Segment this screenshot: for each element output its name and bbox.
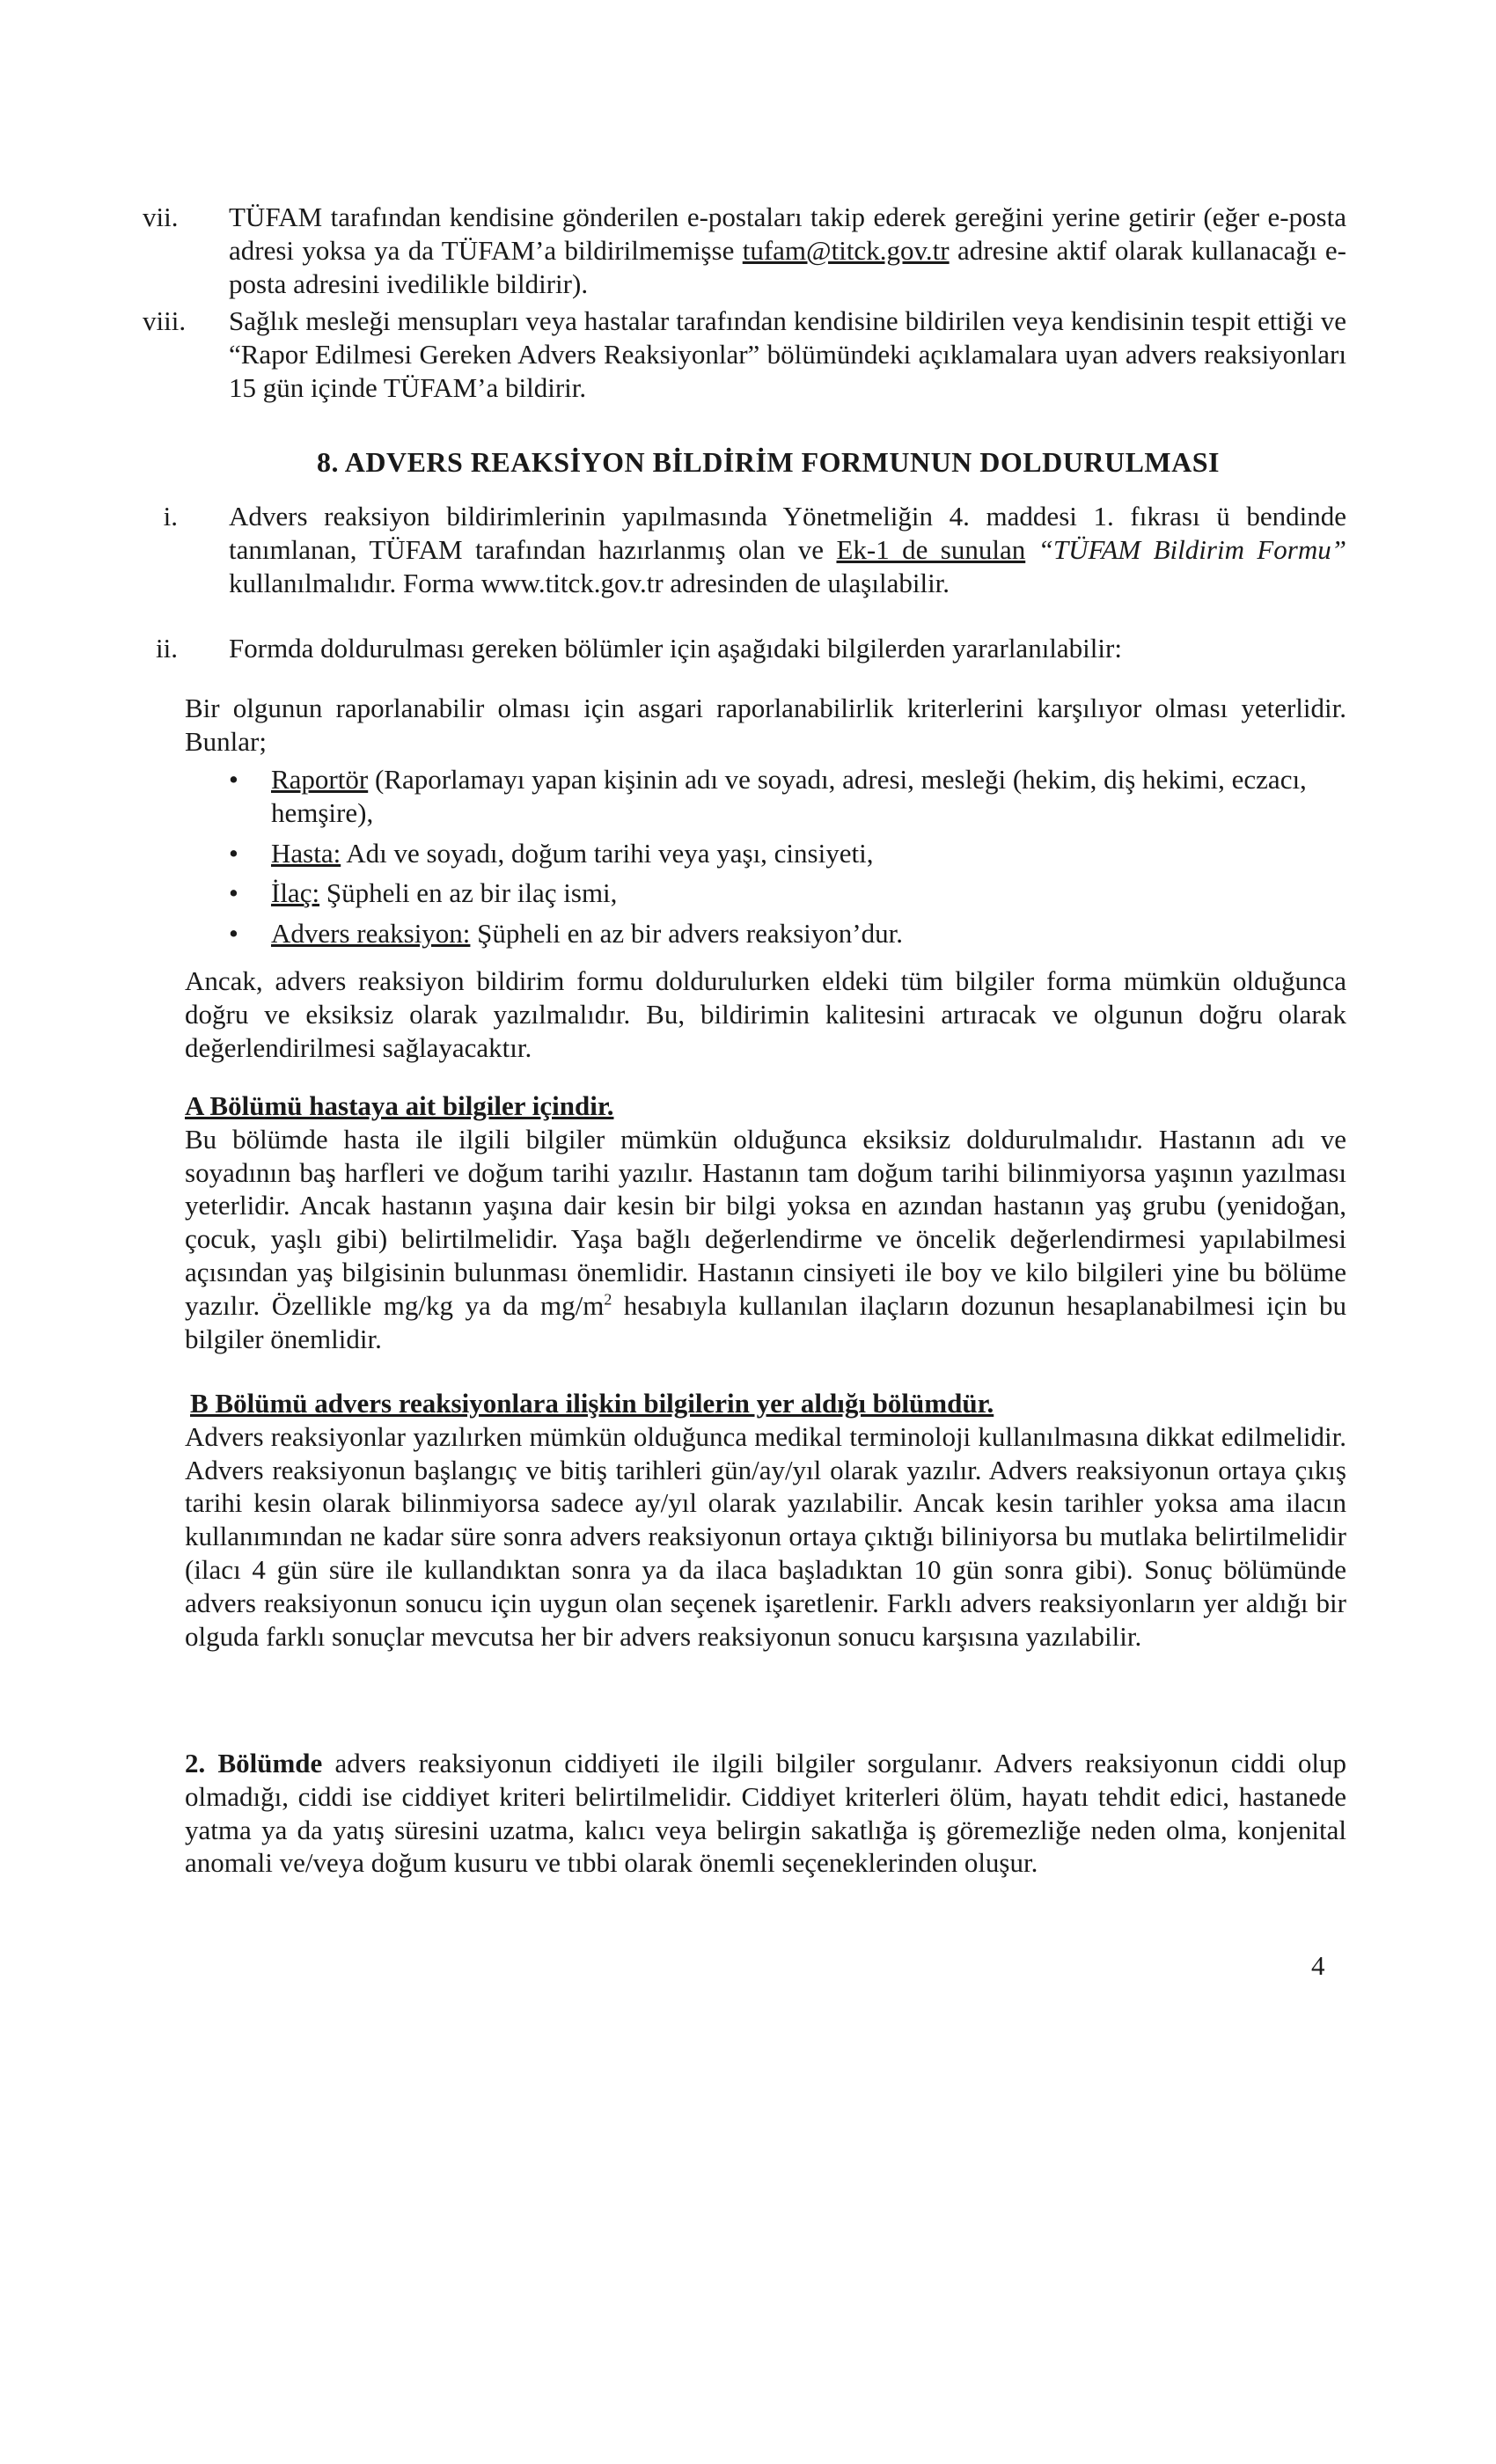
list-text: TÜFAM tarafından kendisine gönderilen e-postaları takip ederek gereğini yerine getirir (eğer e-posta adresi yoksa ya da TÜFAM’a bildirilmemişse tufam@titck.gov.tr adresine aktif olarak kullanacağı e-posta adresini ivedilikle bildirir). <box>229 202 1346 299</box>
list-item: • Raportör (Raporlamayı yapan kişinin adı ve soyadı, adresi, mesleği (hekim, diş hekimi, eczacı, hemşire), <box>229 763 1346 830</box>
list-number: vii. <box>143 202 179 232</box>
criteria-intro: Bir olgunun raporlanabilir olması için asgari raporlanabilirlik kriterlerini karşılıyor olması yeterlidir. Bunlar; <box>185 693 1346 757</box>
section-a <box>185 1089 1346 1356</box>
page-number: 4 <box>1311 1950 1325 1981</box>
list-item-i <box>163 500 1346 599</box>
list-number: i. <box>163 501 178 532</box>
section-2-text: advers reaksiyonun ciddiyeti ile ilgili bilgiler sorgulanır. Advers reaksiyonun ciddi olup olmadığı, ciddi ise ciddiyet kriteri belirtilmelidir. Ciddiyet kriterleri ölüm, hayatı tehdit edici, hastanede yatma ya da yatış süresini uzatma, kalıcı veya belirgin sakatlığa iş göremezliğe neden olma, konjenital anomali ve/veya doğum kusuru ve tıbbi olarak önemli seçeneklerinden oluşur. <box>185 1748 1346 1879</box>
list-item-vii <box>143 201 1346 300</box>
ancak-paragraph: Ancak, advers reaksiyon bildirim formu doldurulurken eldeki tüm bilgiler forma mümkün olduğunca doğru ve eksiksiz olarak yazılmalıdır. Bu, bildirimin kalitesini artıracak ve olgunun doğru olarak değerlendirilmesi sağlayacaktır. <box>185 965 1346 1063</box>
section-b <box>185 1387 1346 1654</box>
list-item: • Advers reaksiyon: Şüpheli en az bir advers reaksiyon’dur. <box>229 917 1346 950</box>
list-text: Advers reaksiyon bildirimlerinin yapılmasında Yönetmeliğin 4. maddesi 1. fıkrası ü bendinde tanımlanan, TÜFAM tarafından hazırlanmış olan ve Ek-1 de sunulan “TÜFAM Bildirim Formu” kullanılmalıdır. Forma www.titck.gov.tr adresinden de ulaşılabilir. <box>229 501 1346 598</box>
section-a-heading: A Bölümü hastaya ait bilgiler içindir. <box>185 1090 614 1121</box>
form-name: “TÜFAM Bildirim Formu” <box>1038 533 1346 565</box>
section-b-heading: B Bölümü advers reaksiyonlara ilişkin bilgilerin yer aldığı bölümdür. <box>190 1388 994 1419</box>
list-item: • Hasta: Adı ve soyadı, doğum tarihi veya yaşı, cinsiyeti, <box>229 837 1346 870</box>
section-b-text: Advers reaksiyonlar yazılırken mümkün olduğunca medikal terminoloji kullanılmasına dikkat edilmelidir. Advers reaksiyonun başlangıç ve bitiş tarihleri gün/ay/yıl olarak yazılır. Advers reaksiyonun ortaya çıkış tarihi kesin olarak bilinmiyorsa sadece ay/yıl olarak yazılabilir. Ancak kesin tarihler yoksa ama ilacın kullanımından ne kadar süre sonra advers reaksiyonun ortaya çıktığı biliniyorsa bu mutlaka belirtilmelidir (ilacı 4 gün süre ile kullandıktan sonra ya da ilaca başladıktan 10 gün sonra gibi). Sonuç bölümünde advers reaksiyonun sonucu için uygun olan seçenek işaretlenir. Farklı advers reaksiyonların yer aldığı bir olguda farklı sonuçlar mevcutsa her bir advers reaksiyonun sonucu karşısına yazılabilir. <box>185 1420 1346 1652</box>
section-2 <box>185 1747 1346 1880</box>
list-text: Formda doldurulması gereken bölümler için aşağıdaki bilgilerden yararlanılabilir: <box>229 633 1122 664</box>
criteria-list <box>229 763 1346 957</box>
section-title: 8. ADVERS REAKSİYON BİLDİRİM FORMUNUN DOLDURULMASI <box>317 446 1220 478</box>
section-a-text: Bu bölümde hasta ile ilgili bilgiler mümkün olduğunca eksiksiz doldurulmalıdır. Hastanın adı ve soyadının baş harfleri ve doğum tarihi yazılır. Hastanın tam doğum tarihi bilinmiyorsa yaşının yazılması yeterlidir. Ancak hastanın yaşına dair kesin bir bilgi yoksa en azından hastanın yaş grubu (yenidoğan, çocuk, yaşlı gibi) belirtilmelidir. Yaşa bağlı değerlendirme ve öncelik değerlendirmesi yapılabilmesi açısından yaş bilgisinin bulunması önemlidir. Hastanın cinsiyeti ile boy ve kilo bilgileri yine bu bölüme yazılır. Özellikle mg/kg ya da $mg/m^2$ hesabıyla kullanılan ilaçların dozunun hesaplanabilmesi için bu bilgiler önemlidir. <box>185 1123 1347 1354</box>
list-text: Sağlık mesleği mensupları veya hastalar tarafından kendisine bildirilen veya kendisinin tespit ettiği ve “Rapor Edilmesi Gereken Advers Reaksiyonlar” bölümündeki açıklamalara uyan advers reaksiyonları 15 gün içinde TÜFAM’a bildirir. <box>229 305 1346 403</box>
list-number: ii. <box>156 633 178 664</box>
section-2-heading: 2. Bölümde <box>185 1748 323 1778</box>
annex-link[interactable]: Ek-1 de sunulan <box>836 533 1026 565</box>
list-number: viii. <box>143 305 187 336</box>
list-item-viii <box>143 304 1346 404</box>
list-item-ii <box>156 632 1346 665</box>
email-link[interactable]: tufam@titck.gov.tr <box>742 234 950 266</box>
list-item: • İlaç: Şüpheli en az bir ilaç ismi, <box>229 876 1346 910</box>
